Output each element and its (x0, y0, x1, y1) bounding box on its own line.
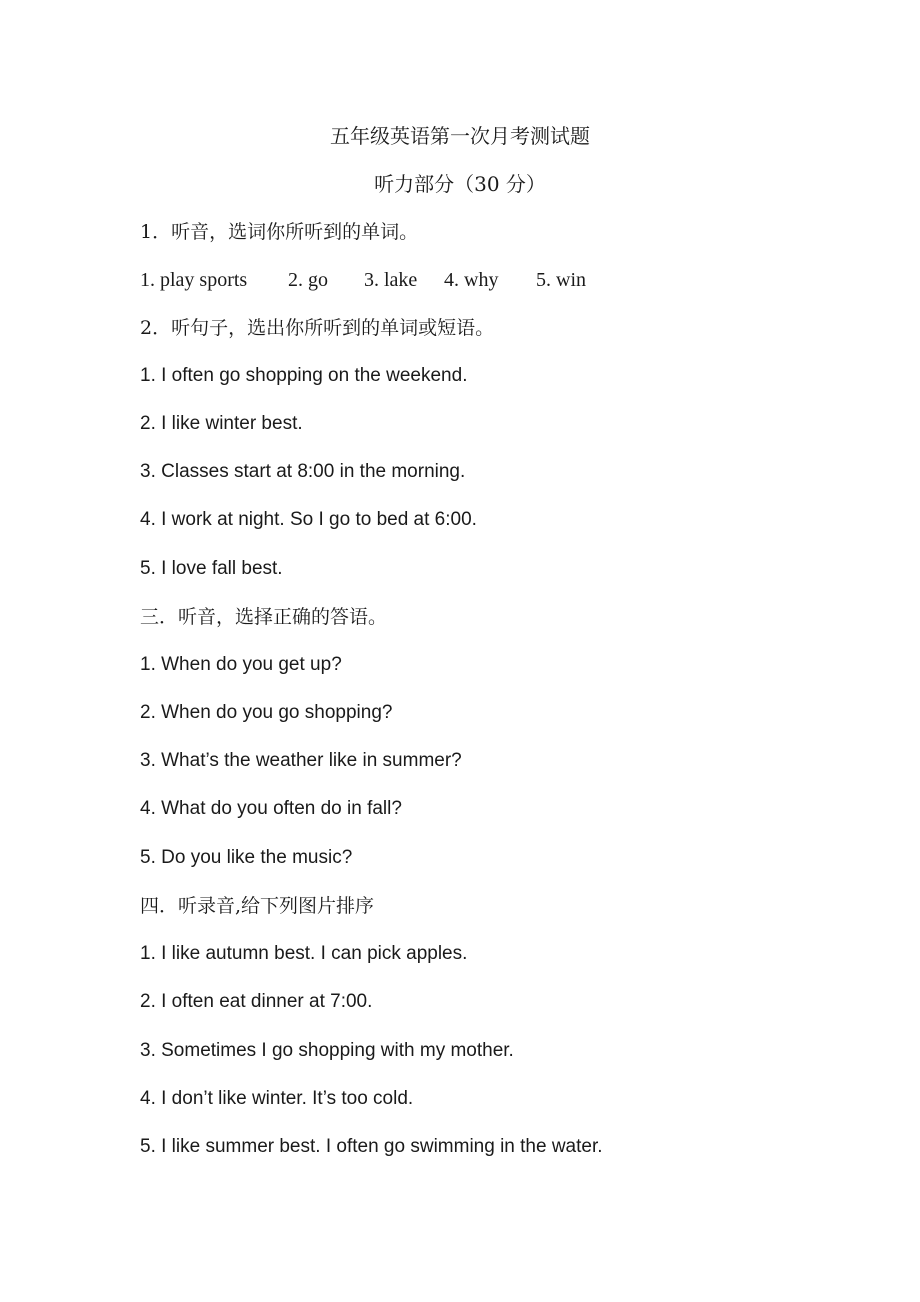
section4-item: 4. I don’t like winter. It’s too cold. (140, 1088, 414, 1109)
section2-heading: 2．听句子，选出你所听到的单词或短语。 (140, 317, 495, 339)
document-title: 五年级英语第一次月考测试题 (330, 124, 590, 148)
section3-item: 1. When do you get up? (140, 654, 342, 675)
section2-item: 3. Classes start at 8:00 in the morning. (140, 461, 466, 482)
word-item: 2. go (288, 269, 328, 291)
section2-item: 2. I like winter best. (140, 413, 303, 434)
word-item: 4. why (444, 269, 499, 291)
document-subtitle: 听力部分（30 分） (374, 172, 546, 196)
word-item: 1. play sports (140, 269, 248, 291)
section3-item: 2. When do you go shopping? (140, 702, 393, 723)
section1-word-list (140, 268, 586, 292)
section2-item: 4. I work at night. So I go to bed at 6:00. (140, 509, 477, 530)
section4-item: 2. I often eat dinner at 7:00. (140, 991, 373, 1012)
section3-item: 4. What do you often do in fall? (140, 798, 402, 819)
section4-heading: 四．听录音,给下列图片排序 (140, 895, 375, 917)
section2-item: 5. I love fall best. (140, 558, 283, 579)
word-item: 5. win (536, 269, 586, 291)
section4-item: 3. Sometimes I go shopping with my mother. (140, 1040, 514, 1061)
section4-item: 1. I like autumn best. I can pick apples. (140, 943, 468, 964)
section1-heading: 1．听音，选词你所听到的单词。 (140, 221, 419, 243)
word-item: 3. lake (364, 269, 418, 291)
section4-item: 5. I like summer best. I often go swimming in the water. (140, 1136, 603, 1157)
section3-item: 3. What’s the weather like in summer? (140, 750, 462, 771)
section3-heading: 三．听音，选择正确的答语。 (140, 606, 388, 628)
section2-item: 1. I often go shopping on the weekend. (140, 365, 468, 386)
section3-item: 5. Do you like the music? (140, 847, 353, 868)
